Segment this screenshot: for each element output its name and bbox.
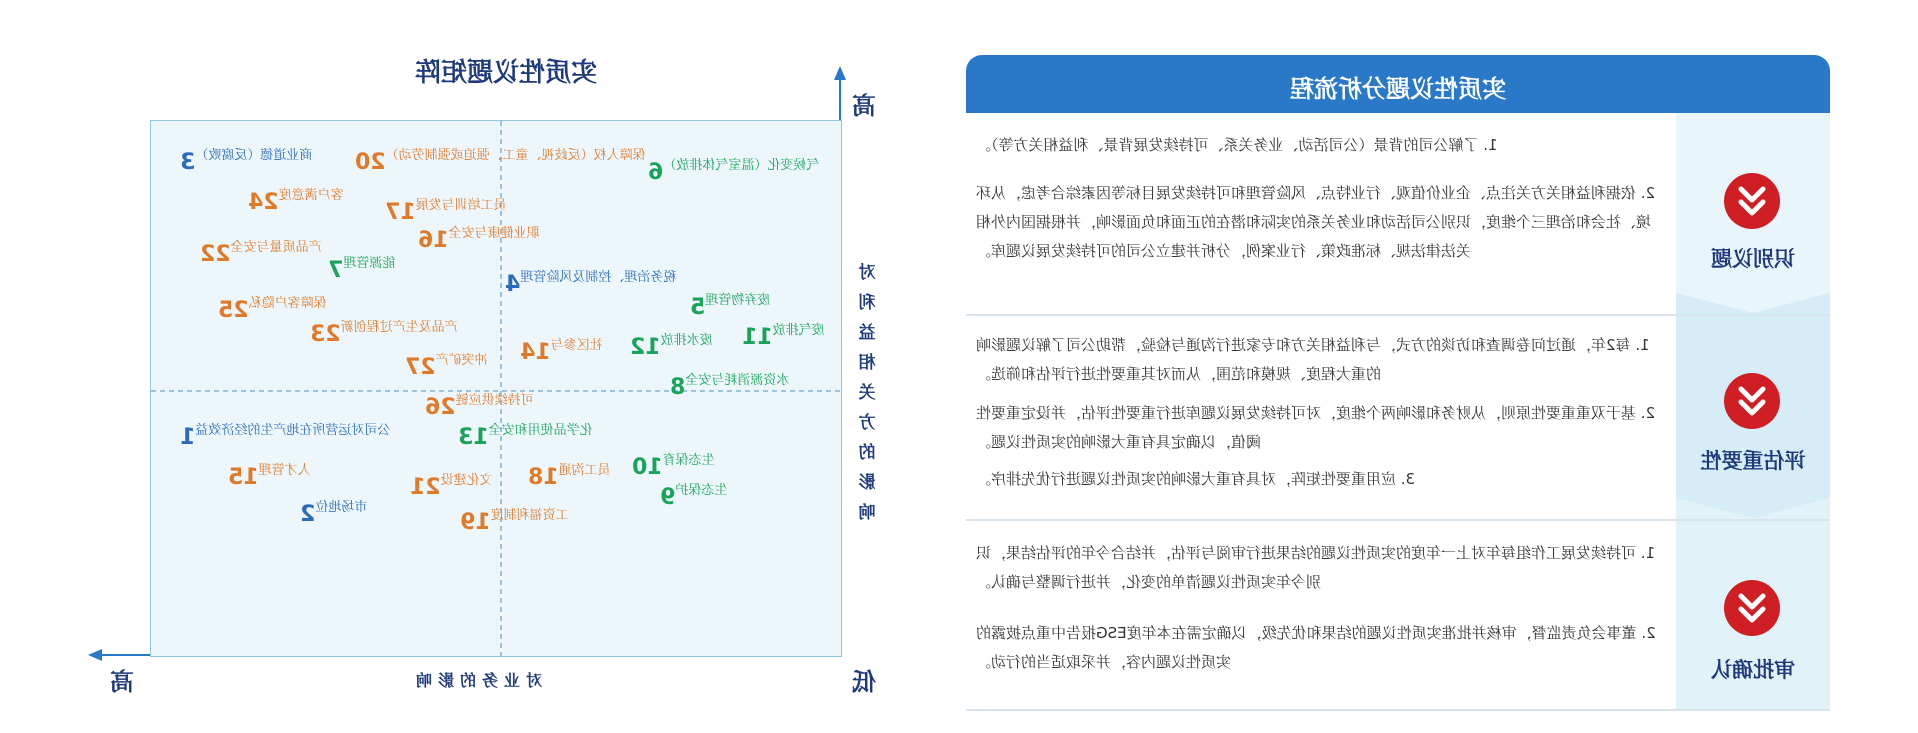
matrix-point-21	[410, 475, 499, 500]
double-chevron-down-icon	[1724, 373, 1780, 429]
matrix-point-1	[180, 425, 396, 450]
matrix-point-6	[648, 160, 825, 185]
point-label: 文化建设	[440, 473, 493, 488]
point-number: 9	[660, 485, 676, 510]
point-number: 21	[410, 475, 441, 500]
step-name-identify: 识别议题	[1711, 247, 1795, 271]
double-chevron-down-icon	[1724, 173, 1780, 229]
step-approve-para-1: 1. 可持续发展工作组每年对上一年度的实质性议题的结果进行审阅与评估，并结合今年的评估结果，识别今年实质性议题清单的变化，并进行调整与确认。	[976, 544, 1656, 591]
matrix-point-15	[228, 465, 317, 490]
matrix-point-27	[405, 355, 494, 380]
point-number: 8	[670, 375, 686, 400]
materiality-matrix	[0, 0, 900, 733]
matrix-point-26	[425, 395, 540, 420]
point-number: 20	[355, 150, 386, 175]
point-label: 产品及生产过程创新	[340, 320, 458, 335]
point-label: 人才管理	[258, 463, 311, 478]
matrix-title: 实质性议题矩阵	[415, 58, 598, 88]
point-number: 12	[630, 335, 661, 360]
panel-title: 实质性议题分析流程	[1290, 75, 1506, 103]
step-evaluate-para-1: 1. 每2年，通过问卷调查和访谈的方式，与利益相关方和专家进行沟通与检验，帮助公司了解议题影响的重大程度、规模和范围，从而对其重要性进行评估和筛选。	[976, 336, 1650, 383]
point-number: 3	[180, 150, 196, 175]
point-label: 商业道德（反腐败）	[195, 148, 313, 163]
step-evaluate-para-3: 3. 应用重要性矩阵，对具有重大影响的实质性议题进行优先排序。	[976, 470, 1416, 488]
point-number: 22	[200, 242, 231, 267]
matrix-point-13	[458, 425, 599, 450]
point-number: 14	[520, 340, 551, 365]
point-number: 19	[460, 510, 491, 535]
point-label: 化学品使用和安全	[488, 423, 593, 438]
y-axis-label: 对利益相关方的影响	[858, 263, 876, 523]
matrix-point-12	[630, 335, 719, 360]
matrix-point-4	[505, 272, 682, 297]
point-label: 冲突矿产	[435, 353, 488, 368]
step-identify-para-1: 1. 了解公司的背景（公司活动、业务关系、可持续发展背景、利益相关方等）。	[976, 136, 1498, 154]
double-chevron-down-icon	[1724, 580, 1780, 636]
point-label: 废弃物管理	[705, 293, 771, 308]
point-label: 气候变化（温室气体排放）	[663, 158, 820, 173]
step-evaluate-para-2: 2. 基于双重重要性原则，从财务和影响两个维度，对可持续发展议题库进行重要性评估，并设定重要性阈值，以确定具有重大影响的实质性议题。	[976, 404, 1656, 451]
matrix-point-25	[218, 298, 333, 323]
process-panel	[966, 55, 1830, 710]
point-label: 可持续供应链	[455, 393, 534, 408]
point-label: 市场地位	[315, 500, 368, 515]
matrix-point-24	[248, 190, 350, 215]
step-approve-para-2: 2. 董事会负责监督，审核并批准实质性议题的结果和优先级，以确定需在本年度ESG报告中重点披露的实质性议题内容，并采取适当的行动。	[976, 624, 1656, 671]
step-name-evaluate: 评估重要性	[1700, 449, 1806, 473]
point-number: 4	[505, 272, 521, 297]
matrix-point-18	[528, 465, 617, 490]
point-label: 员工培训与发展	[415, 198, 507, 213]
step-identify-content	[966, 113, 1666, 315]
point-number: 17	[385, 200, 416, 225]
point-label: 保障客户隐私	[248, 296, 327, 311]
step-name-approve: 审批确认	[1711, 658, 1795, 682]
matrix-point-10	[632, 455, 721, 480]
matrix-point-7	[328, 258, 401, 283]
point-number: 1	[180, 425, 196, 450]
matrix-point-19	[460, 510, 575, 535]
point-number: 25	[218, 298, 249, 323]
point-label: 税务治理、控制及风险管理	[520, 270, 677, 285]
point-label: 保障人权（反歧视、童工、强迫或强制劳动）	[385, 148, 646, 163]
point-label: 废水排放	[660, 333, 713, 348]
point-label: 废气排放	[772, 323, 825, 338]
point-number: 18	[528, 465, 559, 490]
matrix-point-2	[300, 502, 373, 527]
point-label: 职业健康与安全	[448, 226, 540, 241]
panel-header	[966, 55, 1830, 113]
step-approve-content	[966, 521, 1666, 709]
point-number: 2	[300, 502, 316, 527]
matrix-point-14	[520, 340, 609, 365]
point-number: 7	[328, 258, 344, 283]
bottom-border	[966, 709, 1830, 711]
point-number: 27	[405, 355, 436, 380]
matrix-point-23	[310, 322, 464, 347]
step-identify-para-2: 2. 依据利益相关方关注点、企业价值观、行业特点、风险管理和可持续发展目标等因素综合考虑，从环境、社会和治理三个维度，识别公司活动和业务关系的实际和潜在的正面和负面影响，并根据国内外相关法律法规、标准政策、行业案例，分析并建立公司的可持续发展议题库。	[976, 184, 1656, 260]
corner-low: 低	[852, 668, 876, 696]
point-label: 生态保护	[675, 483, 728, 498]
point-number: 6	[648, 160, 664, 185]
point-number: 23	[310, 322, 341, 347]
point-label: 公司对运营所在地产生的经济效益	[195, 423, 391, 438]
point-label: 工资福利制度	[490, 508, 569, 523]
point-number: 10	[632, 455, 663, 480]
point-number: 26	[425, 395, 456, 420]
corner-high-top: 高	[852, 92, 876, 120]
point-label: 水资源消耗与安全	[685, 373, 790, 388]
matrix-point-9	[660, 485, 733, 510]
point-number: 5	[690, 295, 706, 320]
step-evaluate-content	[966, 317, 1666, 517]
matrix-point-22	[200, 242, 328, 267]
point-label: 生态保育	[662, 453, 715, 468]
point-label: 社区参与	[550, 338, 603, 353]
matrix-point-5	[690, 295, 776, 320]
matrix-point-16	[418, 228, 546, 253]
matrix-point-8	[670, 375, 795, 400]
point-label: 客户满意度	[278, 188, 344, 203]
point-number: 15	[228, 465, 259, 490]
point-label: 产品质量与安全	[230, 240, 322, 255]
point-number: 16	[418, 228, 449, 253]
matrix-point-3	[180, 150, 318, 175]
step-approve	[1676, 518, 1830, 710]
point-label: 员工沟通	[558, 463, 611, 478]
point-label: 能源管理	[343, 256, 396, 271]
step-identify	[1676, 113, 1830, 313]
point-number: 24	[248, 190, 279, 215]
corner-high-left: 高	[110, 668, 134, 696]
matrix-point-20	[355, 150, 652, 175]
matrix-point-17	[385, 200, 513, 225]
x-axis-label: 对业务的影响	[410, 671, 543, 690]
point-number: 13	[458, 425, 489, 450]
step-evaluate	[1676, 313, 1830, 518]
matrix-point-11	[742, 325, 831, 350]
point-number: 11	[742, 325, 773, 350]
